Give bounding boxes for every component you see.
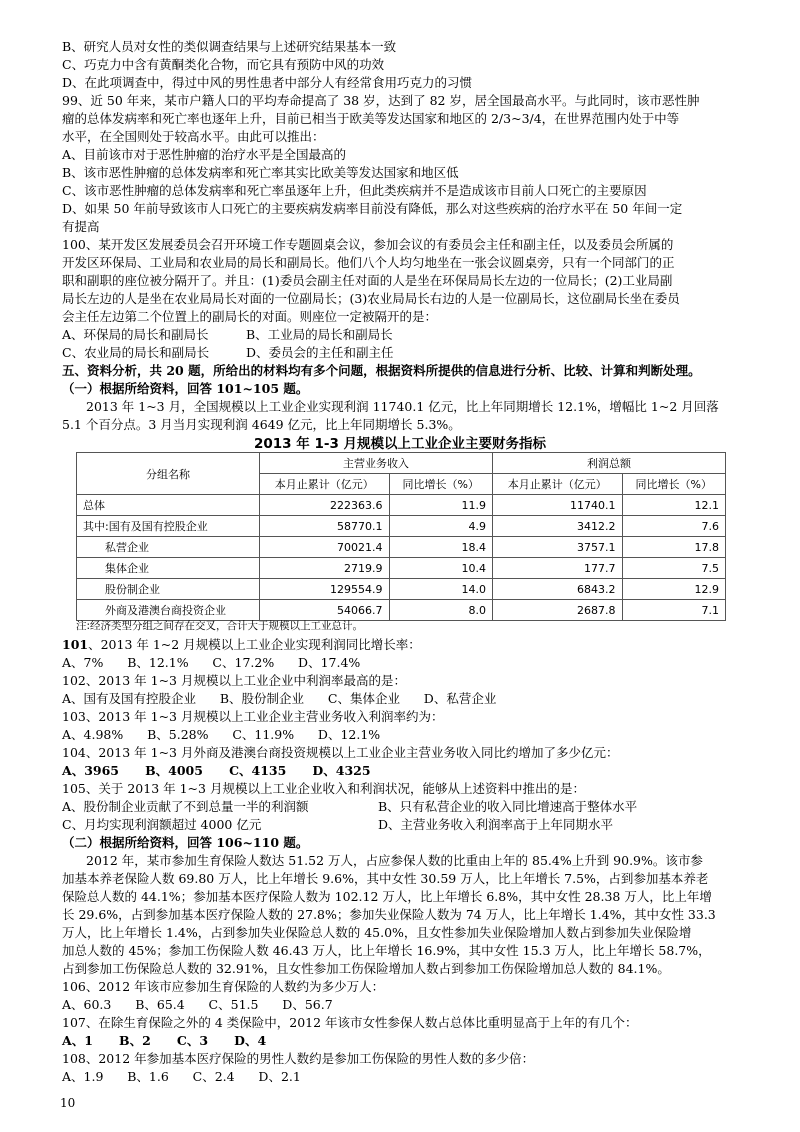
row-profit: 11740.1 [492,495,622,516]
row-name: 股份制企业 [77,579,260,600]
q100-option-a: A、环保局的局长和副局长 [62,327,209,342]
q106-options: A、60.3 B、65.4 C、51.5 D、56.7 [62,997,333,1012]
row-profit: 3757.1 [492,537,622,558]
group2-para-line-6: 加总人数的 45%；参加工伤保险人数 46.43 万人，比上年增长 16.9%，其中女性 15.3 万人，比上年增长 58.7%， [62,943,711,958]
q105-option-c: C、月均实现利润额超过 4000 亿元 [62,817,262,832]
q99-stem-line-1: 99、近 50 年来，某市户籍人口的平均寿命提高了 38 岁，达到了 82 岁，居全国最高水平。与此同时，该市恶性肿 [62,93,700,108]
table-row [77,495,726,516]
q100-stem-line-2: 开发区环保局、工业局和农业局的局长和副局长。他们八个人均匀地坐在一张会议圆桌旁，只有一个同部门的正 [62,255,675,270]
q99-option-d-cont: 有提高 [62,219,100,234]
q101-options: A、7% B、12.1% C、17.2% D、17.4% [62,655,361,670]
row-profit-growth: 12.9 [622,579,725,600]
group2-heading: （二）根据所给资料，回答 106~110 题。 [62,835,309,850]
row-revenue-growth: 11.9 [389,495,492,516]
table-row [77,537,726,558]
row-name: 集体企业 [77,558,260,579]
group1-heading: （一）根据所给资料，回答 101~105 题。 [62,381,309,396]
table-header-profit-cum: 本月止累计（亿元） [492,474,622,495]
q103-stem: 103、2013 年 1~3 月规模以上工业企业主营业务收入利润率约为： [62,709,444,724]
q99-option-b: B、该市恶性肿瘤的总体发病率和死亡率其实比欧美等发达国家和地区低 [62,165,459,180]
section-5-heading: 五、资料分析，共 20 题，所给出的材料均有多个问题，根据资料所提供的信息进行分析、比较、计算和判断处理。 [62,363,701,378]
q106-stem: 106、2012 年该市应参加生育保险的人数约为多少万人： [62,979,385,994]
q99-option-c: C、该市恶性肿瘤的总体发病率和死亡率虽逐年上升，但此类疾病并不是造成该市目前人口死亡的主要原因 [62,183,647,198]
table-header-revenue-growth: 同比增长（%） [389,474,492,495]
row-name: 外商及港澳台商投资企业 [77,600,260,621]
row-name: 其中:国有及国有控股企业 [77,516,260,537]
q102-stem: 102、2013 年 1~3 月规模以上工业企业中利润率最高的是： [62,673,406,688]
q100-option-c: C、农业局的局长和副局长 [62,345,210,360]
q98-option-b: B、研究人员对女性的类似调查结果与上述研究结果基本一致 [62,39,397,54]
row-revenue-growth: 14.0 [389,579,492,600]
row-profit: 2687.8 [492,600,622,621]
q101-stem: 101、2013 年 1~2 月规模以上工业企业实现利润同比增长率： [62,637,421,652]
row-profit: 3412.2 [492,516,622,537]
q99-option-d: D、如果 50 年前导致该市人口死亡的主要疾病发病率目前没有降低，那么对这些疾病的治疗水平在 50 年间一定 [62,201,683,216]
group1-para-line-1: 2013 年 1~3 月，全国规模以上工业企业实现利润 11740.1 亿元，比上年同期增长 12.1%，增幅比 1~2 月回落 [86,399,719,414]
row-revenue-growth: 10.4 [389,558,492,579]
q100-option-b: B、工业局的局长和副局长 [246,327,393,342]
row-profit-growth: 7.1 [622,600,725,621]
row-profit-growth: 7.5 [622,558,725,579]
group2-para-line-5: 万人，比上年增长 1.4%，占到参加失业保险总人数的 45.0%，且女性参加失业保险增加人数占到参加失业保险增 [62,925,692,940]
page-number: 10 [60,1096,76,1110]
q105-option-b: B、只有私营企业的收入同比增速高于整体水平 [378,799,638,814]
table-header-group: 分组名称 [77,453,260,495]
q102-options: A、国有及国有控股企业 B、股份制企业 C、集体企业 D、私营企业 [62,691,497,706]
group2-para-line-7: 占到参加工伤保险总人数的 32.91%，且女性参加工伤保险增加人数占到参加工伤保险增加总人数的 84.1%。 [62,961,670,976]
financial-indicators-table [76,452,726,621]
row-revenue: 58770.1 [260,516,390,537]
group2-para-line-2: 加基本养老保险人数 69.80 万人，比上年增长 9.6%，其中女性 30.59 万人，比上年增长 7.5%，占到参加基本养老 [62,871,709,886]
table-title: 2013 年 1-3 月规模以上工业企业主要财务指标 [253,436,547,452]
q101-stem-text: 、2013 年 1~2 月规模以上工业企业实现利润同比增长率： [88,637,421,652]
q100-stem-line-1: 100、某开发区发展委员会召开环境工作专题圆桌会议，参加会议的有委员会主任和副主任，以及委员会所属的 [62,237,674,252]
q100-stem-line-4: 局长左边的人是坐在农业局局长对面的一位副局长；(3)农业局局长右边的人是一位副局长，这位副局长坐在委员 [62,291,680,306]
table-row [77,579,726,600]
q105-option-d: D、主营业务收入利润率高于上年同期水平 [378,817,614,832]
row-revenue: 129554.9 [260,579,390,600]
q100-stem-line-5: 会主任左边第二个位置上的副局长的对面。则座位一定被隔开的是： [62,309,438,324]
row-name: 总体 [77,495,260,516]
q99-stem-line-2: 瘤的总体发病率和死亡率也逐年上升，目前已相当于欧美等发达国家和地区的 2/3~3/4，在世界范围内处于中等 [62,111,680,126]
row-revenue: 70021.4 [260,537,390,558]
row-revenue-growth: 4.9 [389,516,492,537]
table-header-profit: 利润总额 [492,453,725,474]
group2-para-line-4: 长 29.6%，占到参加基本医疗保险人数的 27.8%；参加失业保险人数为 74 万人，比上年增长 1.4%，其中女性 33.3 [62,907,716,922]
q104-options: A、3965 B、4005 C、4135 D、4325 [62,763,371,778]
q100-stem-line-3: 职和副职的座位被分隔开了。并且：(1)委员会副主任对面的人是坐在环保局局长左边的一位局长；(2)工业局副 [62,273,673,288]
group2-para-line-3: 保险总人数的 44.1%；参加基本医疗保险人数为 102.12 万人，比上年增长 6.8%，其中女性 28.38 万人，比上年增 [62,889,712,904]
q99-option-a: A、目前该市对于恶性肿瘤的治疗水平是全国最高的 [62,147,347,162]
row-revenue-growth: 8.0 [389,600,492,621]
row-revenue: 2719.9 [260,558,390,579]
q99-stem-line-3: 水平，在全国则处于较高水平。由此可以推出： [62,129,325,144]
q105-stem: 105、关于 2013 年 1~3 月规模以上工业企业收入和利润状况，能够从上述资料中推出的是： [62,781,585,796]
table-header-revenue: 主营业务收入 [260,453,493,474]
row-profit-growth: 7.6 [622,516,725,537]
table-header-profit-growth: 同比增长（%） [622,474,725,495]
row-name: 私营企业 [77,537,260,558]
q98-option-d: D、在此项调查中，得过中风的男性患者中部分人有经常食用巧克力的习惯 [62,75,473,90]
q105-option-a: A、股份制企业贡献了不到总量一半的利润额 [62,799,309,814]
q100-option-d: D、委员会的主任和副主任 [246,345,394,360]
table-row [77,558,726,579]
row-profit-growth: 17.8 [622,537,725,558]
q103-options: A、4.98% B、5.28% C、11.9% D、12.1% [62,727,381,742]
row-revenue-growth: 18.4 [389,537,492,558]
q107-stem: 107、在除生育保险之外的 4 类保险中，2012 年该市女性参保人数占总体比重明显高于上年的有几个： [62,1015,638,1030]
table-row [77,516,726,537]
table-note: 注:经济类型分组之间存在交叉，合计大于规模以上工业总计。 [76,620,364,632]
group2-para-line-1: 2012 年，某市参加生育保险人数达 51.52 万人，占应参保人数的比重由上年的 85.4%上升到 90.9%。该市参 [86,853,703,868]
q108-options: A、1.9 B、1.6 C、2.4 D、2.1 [62,1069,301,1084]
q108-stem: 108、2012 年参加基本医疗保险的男性人数约是参加工伤保险的男性人数的多少倍： [62,1051,535,1066]
row-profit: 6843.2 [492,579,622,600]
row-profit: 177.7 [492,558,622,579]
row-revenue: 222363.6 [260,495,390,516]
group1-para-line-2: 5.1 个百分点。3 月当月实现利润 4649 亿元，比上年同期增长 5.3%。 [62,417,461,432]
q104-stem: 104、2013 年 1~3 月外商及港澳台商投资规模以上工业企业主营业务收入同比约增加了多少亿元： [62,745,619,760]
q98-option-c: C、巧克力中含有黄酮类化合物，而它具有预防中风的功效 [62,57,385,72]
q107-options: A、1 B、2 C、3 D、4 [62,1033,267,1048]
row-revenue: 54066.7 [260,600,390,621]
table-header-revenue-cum: 本月止累计（亿元） [260,474,390,495]
row-profit-growth: 12.1 [622,495,725,516]
